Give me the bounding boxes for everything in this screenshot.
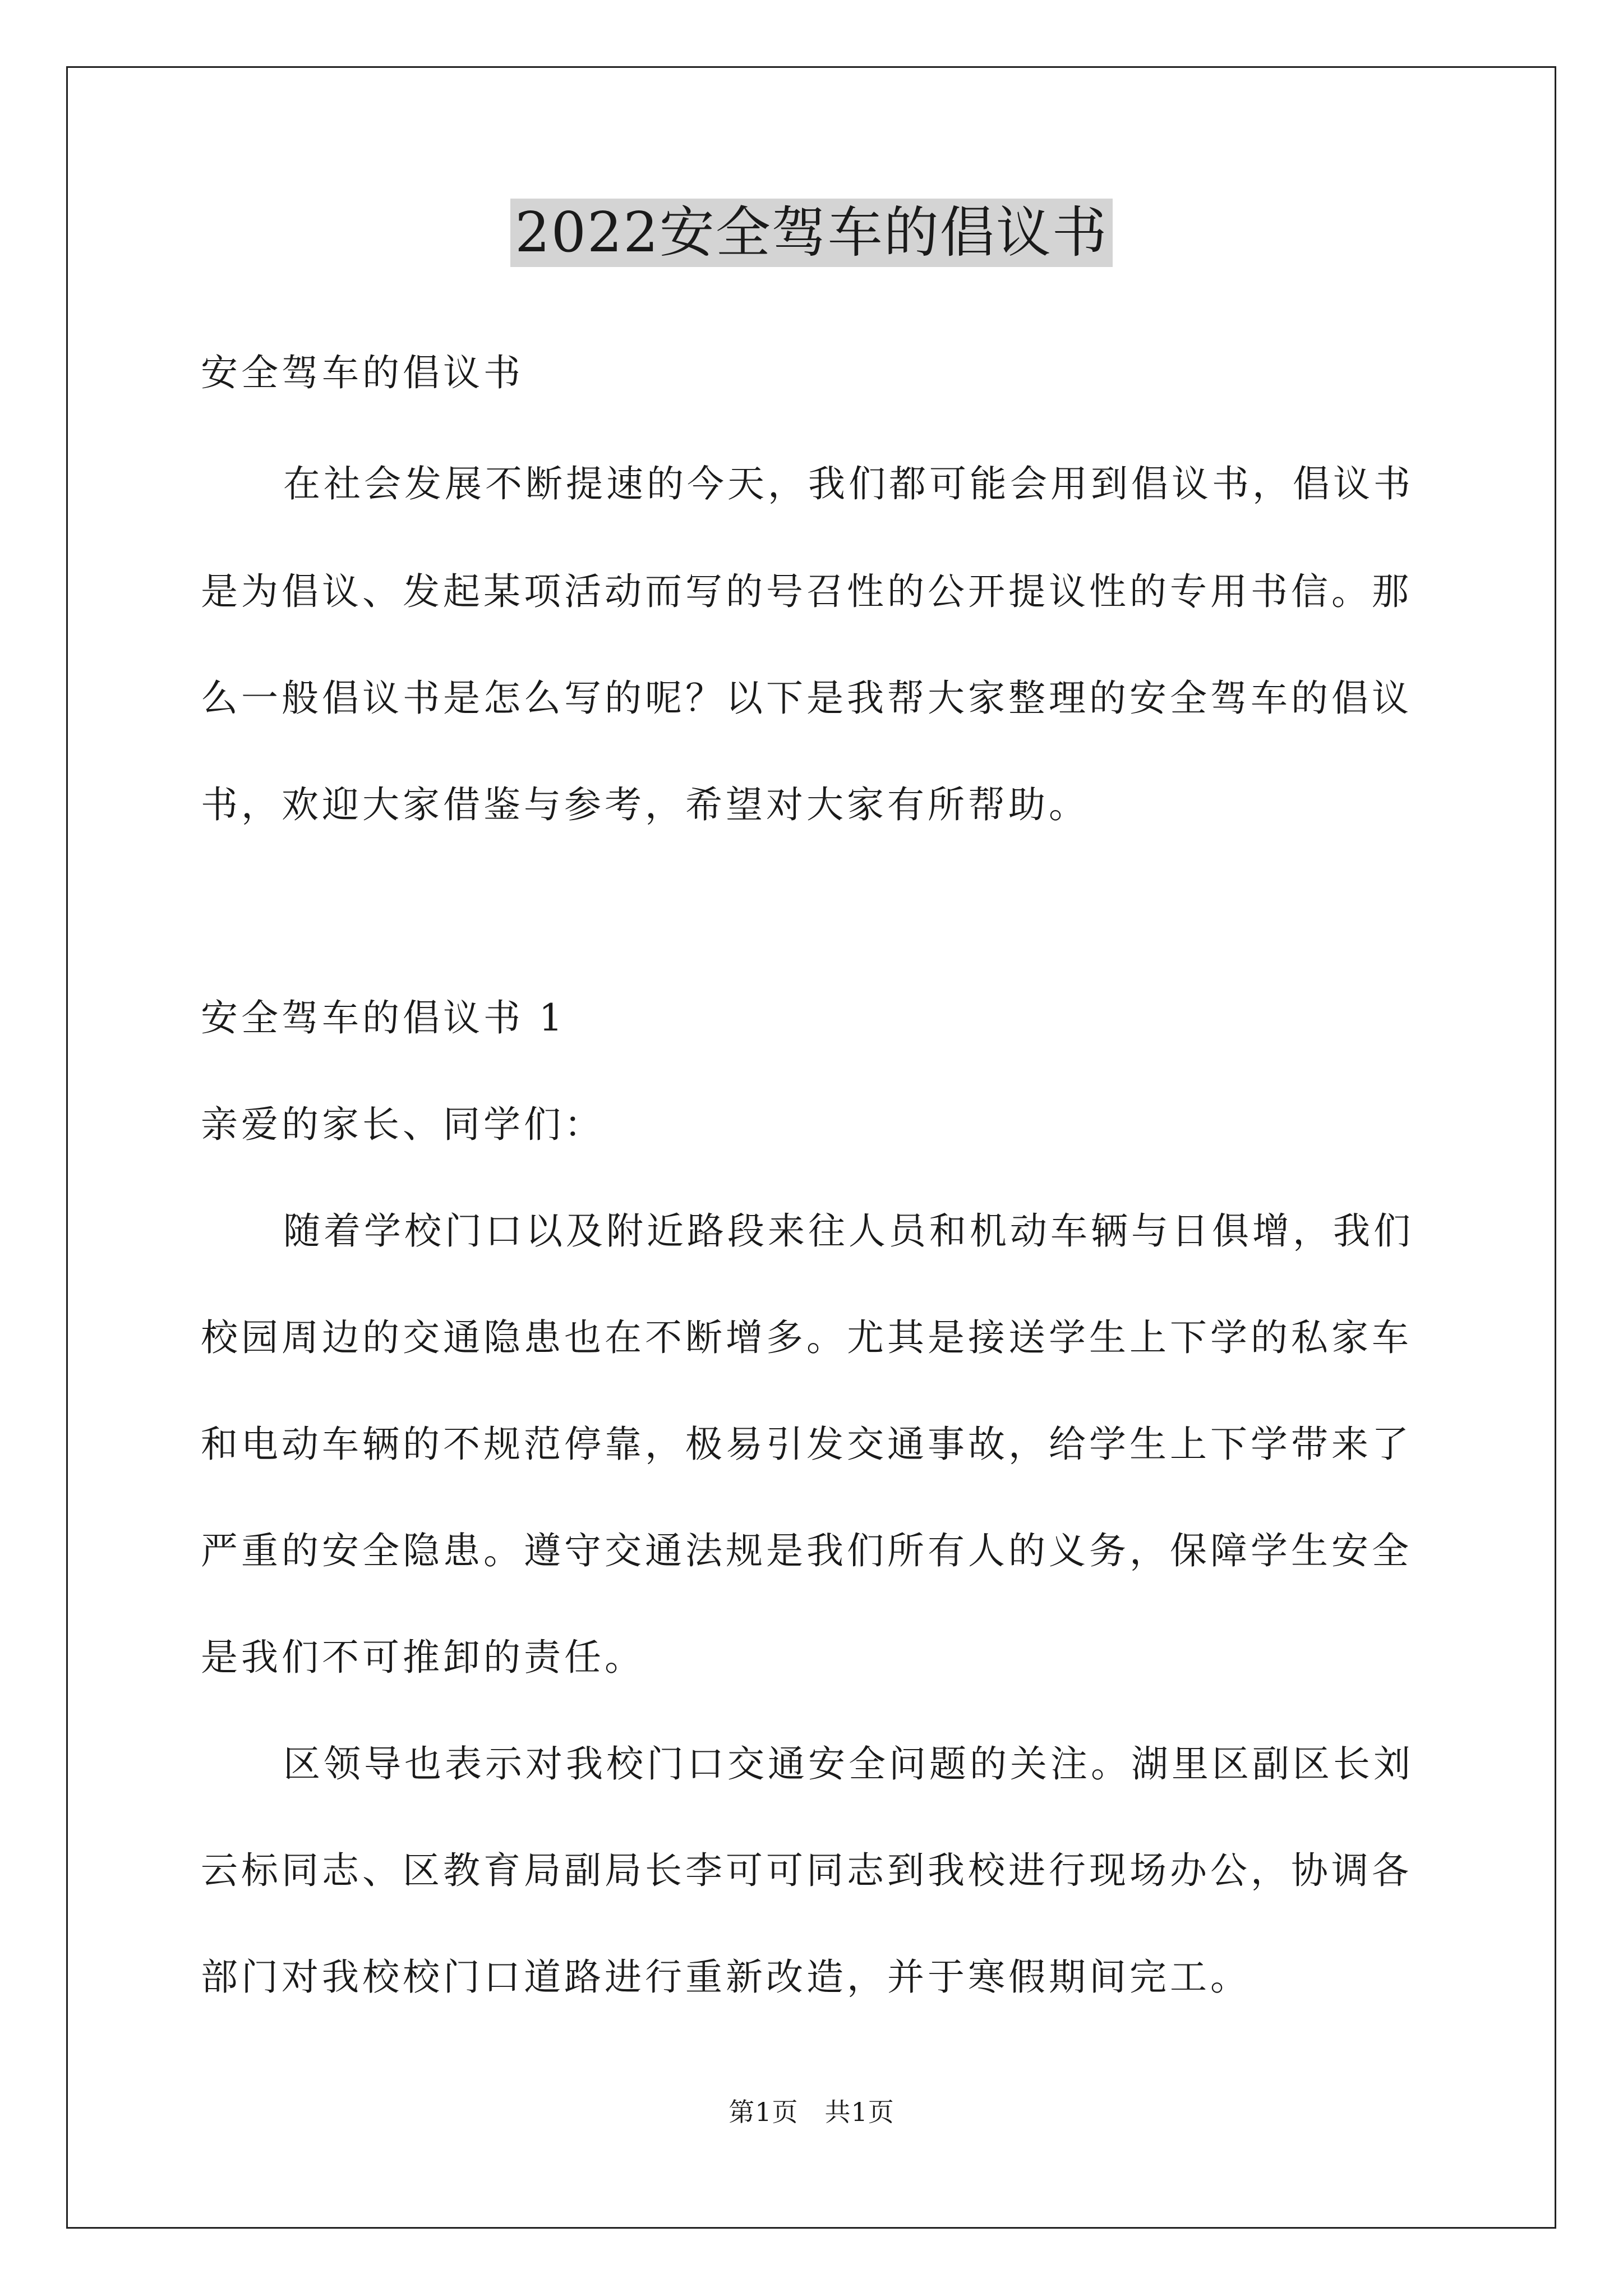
paragraph-line: 和电动车辆的不规范停靠，极易引发交通事故，给学生上下学带来了: [201, 1423, 1412, 1466]
paragraph-line: 是我们不可推卸的责任。: [201, 1636, 645, 1679]
document-title: [0, 196, 1623, 269]
document-heading: 安全驾车的倡议书: [201, 351, 524, 394]
paragraph-line: 严重的安全隐患。遵守交通法规是我们所有人的义务，保障学生安全: [201, 1529, 1412, 1572]
page-number: 第1页 共1页: [728, 2097, 895, 2127]
intro-line: 在社会发展不断提速的今天，我们都可能会用到倡议书，倡议书: [283, 462, 1414, 505]
paragraph-line: 随着学校门口以及附近路段来往人员和机动车辆与日俱增，我们: [283, 1209, 1414, 1253]
paragraph-line: 校园周边的交通隐患也在不断增多。尤其是接送学生上下学的私家车: [201, 1316, 1412, 1359]
paragraph-line: 区领导也表示对我校门口交通安全问题的关注。湖里区副区长刘: [283, 1742, 1414, 1786]
intro-line: 书，欢迎大家借鉴与参考，希望对大家有所帮助。: [201, 783, 1089, 826]
intro-line: 么一般倡议书是怎么写的呢？以下是我帮大家整理的安全驾车的倡议: [201, 677, 1412, 720]
paragraph-line: 云标同志、区教育局副局长李可可同志到我校进行现场办公，协调各: [201, 1849, 1412, 1892]
intro-line: 是为倡议、发起某项活动而写的号召性的公开提议性的专用书信。那: [201, 570, 1412, 613]
section-title: 安全驾车的倡议书 1: [201, 996, 566, 1039]
document-title-text: 2022安全驾车的倡议书: [510, 199, 1112, 267]
salutation: 亲爱的家长、同学们：: [201, 1103, 605, 1146]
paragraph-line: 部门对我校校门口道路进行重新改造，并于寒假期间完工。: [201, 1955, 1251, 1999]
